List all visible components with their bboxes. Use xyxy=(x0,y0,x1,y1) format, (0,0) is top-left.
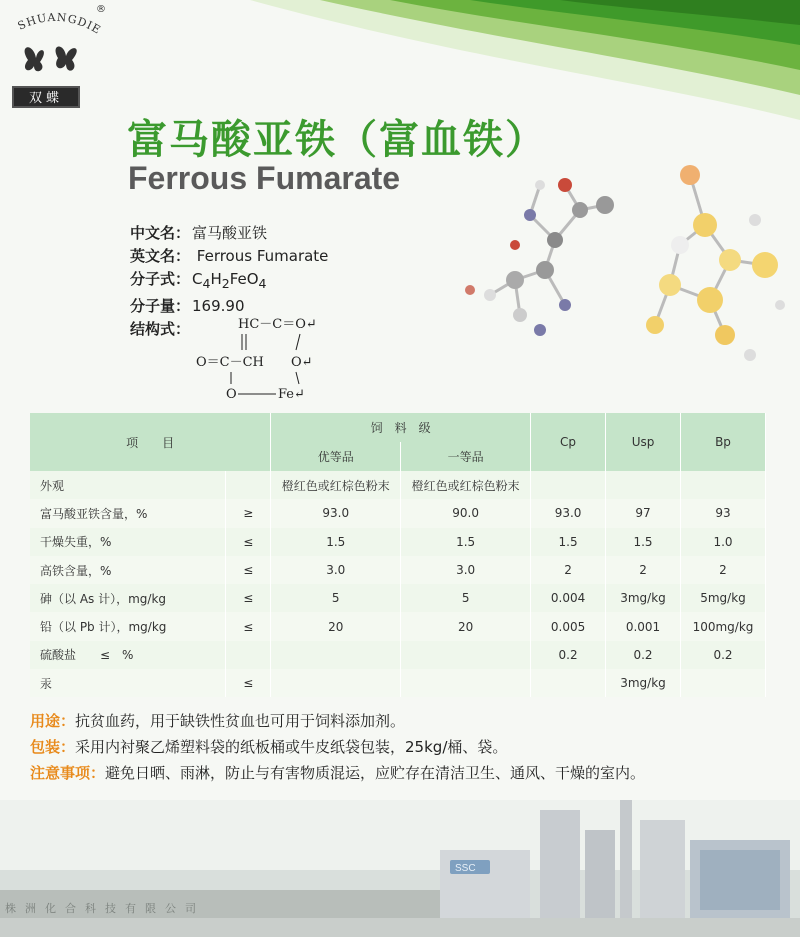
bp-value xyxy=(681,669,766,697)
premium-value: 橙红色或红棕色粉末 xyxy=(271,471,401,499)
svg-text:SHUANGDIE: SHUANGDIE xyxy=(15,10,103,36)
note-text: 避免日晒、雨淋，防止与有害物质混运，应贮存在清洁卫生、通风、干燥的室内。 xyxy=(105,764,646,782)
cp-value: 0.005 xyxy=(531,612,606,640)
bp-value: 0.2 xyxy=(681,641,766,669)
formula-line-2b: O↵ xyxy=(291,355,313,370)
note-usage xyxy=(30,708,645,734)
cp-value xyxy=(531,471,606,499)
bp-value: 5mg/kg xyxy=(681,584,766,612)
row-name: 硫酸盐 ≤ % xyxy=(30,641,226,669)
product-title-en: Ferrous Fumarate xyxy=(128,160,401,196)
registered-mark: ® xyxy=(96,4,106,15)
row-name: 汞 xyxy=(30,669,226,697)
table-row xyxy=(30,612,766,640)
usp-value: 0.001 xyxy=(606,612,681,640)
table-row xyxy=(30,528,766,556)
formula-line-2: O＝C－CH xyxy=(196,355,264,370)
usp-value: 1.5 xyxy=(606,528,681,556)
first-grade-value xyxy=(401,641,531,669)
row-operator: ≤ xyxy=(226,584,271,612)
formula-line-3: O xyxy=(226,387,237,402)
first-grade-value xyxy=(401,669,531,697)
row-operator xyxy=(226,471,271,499)
usp-value: 3mg/kg xyxy=(606,584,681,612)
structural-formula xyxy=(196,310,336,410)
cp-value xyxy=(531,669,606,697)
notes xyxy=(30,708,645,786)
note-label: 注意事项： xyxy=(30,764,106,782)
cp-value: 0.2 xyxy=(531,641,606,669)
info-row-formula xyxy=(130,268,328,295)
usp-value: 2 xyxy=(606,556,681,584)
first-grade-value: 90.0 xyxy=(401,499,531,527)
info-value: 169.90 xyxy=(192,297,245,315)
molecular-formula: $C_4H_2FeO_4$ xyxy=(192,270,267,291)
header-usp: Usp xyxy=(606,413,681,471)
factory-photo xyxy=(0,800,800,937)
note-text: 采用内衬聚乙烯塑料袋的纸板桶或牛皮纸袋包装，25kg/桶、袋。 xyxy=(75,738,508,756)
note-precautions xyxy=(30,760,645,786)
cp-value: 2 xyxy=(531,556,606,584)
usp-value: 97 xyxy=(606,499,681,527)
row-operator xyxy=(226,641,271,669)
brand-name-arc xyxy=(8,6,103,36)
info-label: 分子量： xyxy=(130,297,191,315)
usp-value: 3mg/kg xyxy=(606,669,681,697)
info-label: 结构式： xyxy=(130,320,191,338)
spec-table xyxy=(30,413,766,697)
header-feed-grade: 饲 料 级 xyxy=(271,413,531,442)
brand-logo xyxy=(8,6,103,40)
header-item: 项 目 xyxy=(30,413,271,471)
cp-value: 1.5 xyxy=(531,528,606,556)
row-operator: ≤ xyxy=(226,612,271,640)
premium-value xyxy=(271,641,401,669)
first-grade-value: 3.0 xyxy=(401,556,531,584)
premium-value xyxy=(271,669,401,697)
first-grade-value: 1.5 xyxy=(401,528,531,556)
header-bp: Bp xyxy=(681,413,766,471)
table-row xyxy=(30,584,766,612)
row-operator: ≥ xyxy=(226,499,271,527)
brand-stamp: 双蝶 xyxy=(12,86,80,108)
first-grade-value: 橙红色或红棕色粉末 xyxy=(401,471,531,499)
table-row xyxy=(30,556,766,584)
note-packaging xyxy=(30,734,645,760)
note-label: 包装： xyxy=(30,738,76,756)
info-label: 英文名： xyxy=(130,247,191,265)
molecule-models xyxy=(455,155,800,370)
bp-value: 93 xyxy=(681,499,766,527)
usp-value: 0.2 xyxy=(606,641,681,669)
bp-value: 2 xyxy=(681,556,766,584)
first-grade-value: 20 xyxy=(401,612,531,640)
row-name: 干燥失重，% xyxy=(30,528,226,556)
bp-value: 100mg/kg xyxy=(681,612,766,640)
butterfly-icon xyxy=(18,40,88,80)
premium-value: 93.0 xyxy=(271,499,401,527)
note-label: 用途： xyxy=(30,712,76,730)
row-operator: ≤ xyxy=(226,556,271,584)
premium-value: 3.0 xyxy=(271,556,401,584)
first-grade-value: 5 xyxy=(401,584,531,612)
table-row xyxy=(30,669,766,697)
premium-value: 5 xyxy=(271,584,401,612)
factory-sign-logo: SSC xyxy=(455,863,476,874)
row-name: 砷（以 As 计），mg/kg xyxy=(30,584,226,612)
row-name: 富马酸亚铁含量，% xyxy=(30,499,226,527)
row-operator: ≤ xyxy=(226,528,271,556)
info-row-en-name xyxy=(130,245,328,268)
header-premium: 优等品 xyxy=(271,442,401,471)
premium-value: 20 xyxy=(271,612,401,640)
row-operator: ≤ xyxy=(226,669,271,697)
note-text: 抗贫血药，用于缺铁性贫血也可用于饲料添加剂。 xyxy=(75,712,406,730)
header-cp: Cp xyxy=(531,413,606,471)
cp-value: 0.004 xyxy=(531,584,606,612)
table-row xyxy=(30,641,766,669)
row-name: 外观 xyxy=(30,471,226,499)
info-value: Ferrous Fumarate xyxy=(192,247,329,265)
formula-line-1: HC－C＝O↵ xyxy=(238,317,317,332)
cp-value: 93.0 xyxy=(531,499,606,527)
spec-table-body xyxy=(30,471,766,697)
table-row xyxy=(30,499,766,527)
info-label: 中文名： xyxy=(130,224,191,242)
premium-value: 1.5 xyxy=(271,528,401,556)
table-row xyxy=(30,471,766,499)
info-value: 富马酸亚铁 xyxy=(192,224,268,242)
row-name: 高铁含量，% xyxy=(30,556,226,584)
row-name: 铅（以 Pb 计），mg/kg xyxy=(30,612,226,640)
header-first-grade: 一等品 xyxy=(401,442,531,471)
info-row-cn-name xyxy=(130,222,328,245)
usp-value xyxy=(606,471,681,499)
product-title-cn: 富马酸亚铁（富血铁） xyxy=(127,117,547,163)
bp-value xyxy=(681,471,766,499)
factory-sign: 株洲化合科技有限公司 xyxy=(5,902,205,915)
bp-value: 1.0 xyxy=(681,528,766,556)
info-label: 分子式： xyxy=(130,270,191,288)
formula-line-3b: Fe↵ xyxy=(278,387,305,402)
